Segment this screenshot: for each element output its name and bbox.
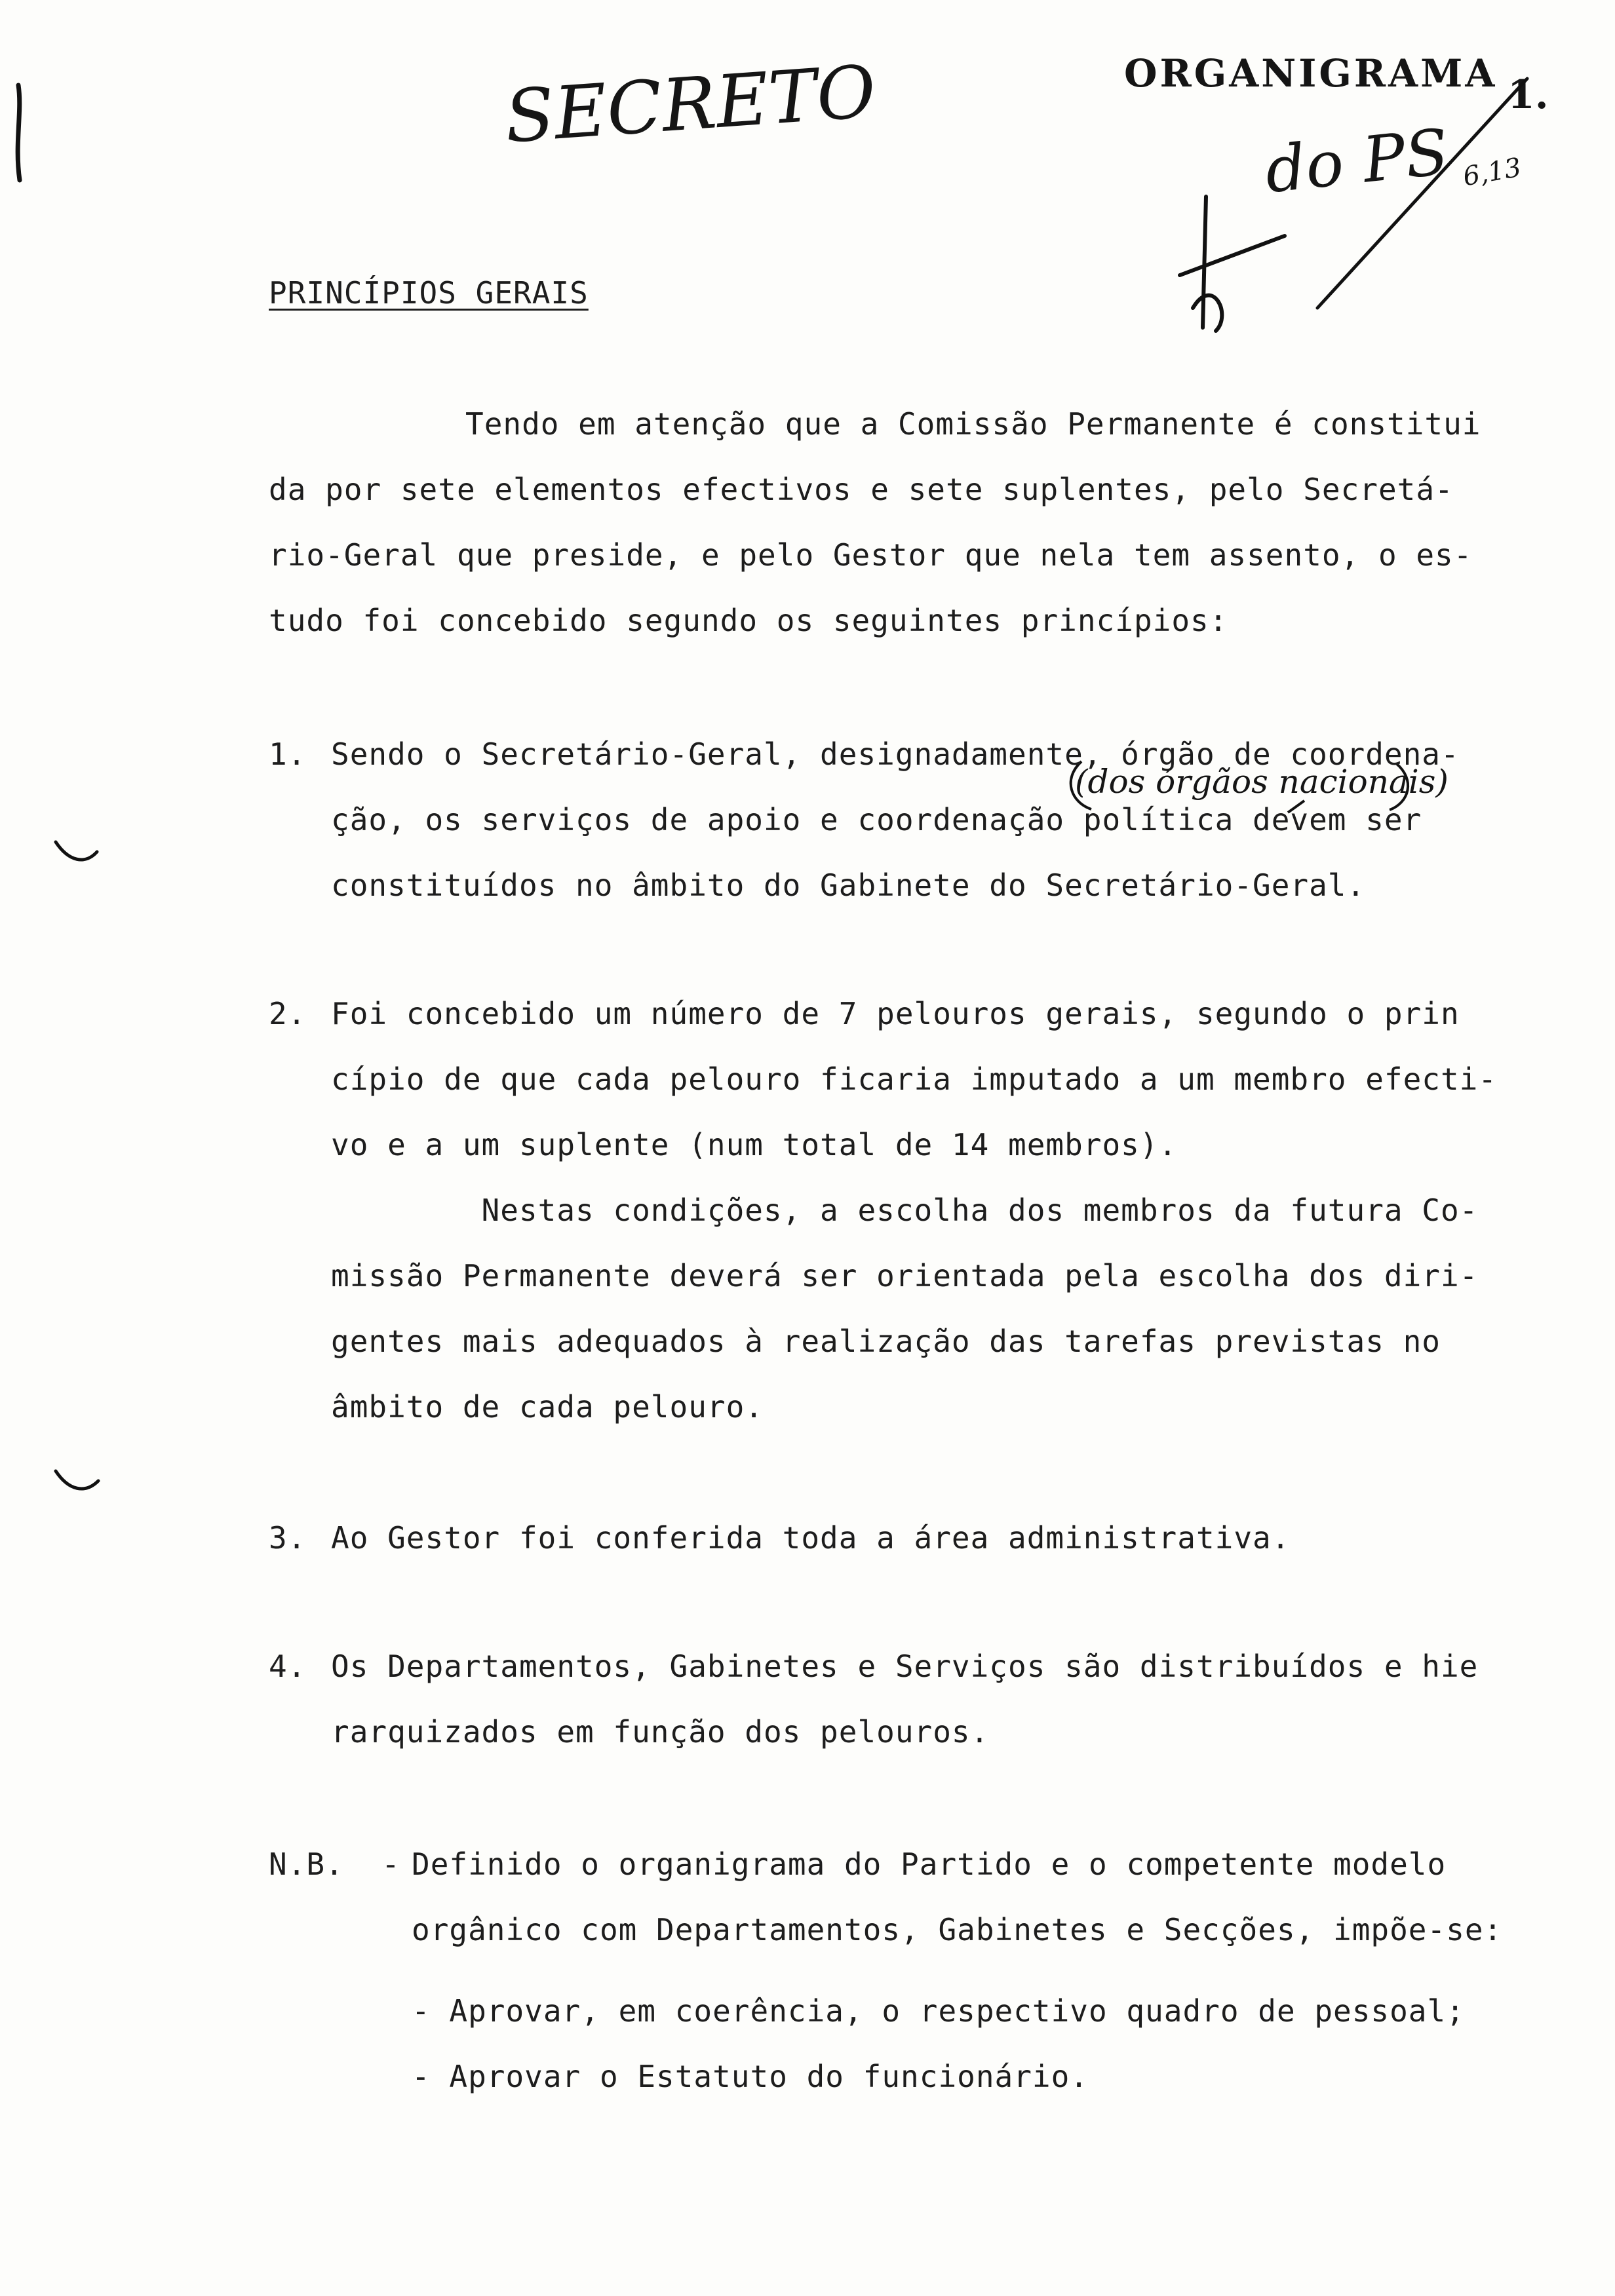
item-2-line-7: âmbito de cada pelouro. (331, 1389, 764, 1425)
item-1-line-1: Sendo o Secretário-Geral, designadamente, órgão de coordena- (331, 737, 1460, 772)
item-2-number: 2. (269, 996, 307, 1031)
margin-small-annotation: 6,13 (1460, 152, 1524, 193)
item-4-line-1: Os Departamentos, Gabinetes e Serviços são distribuídos e hie (331, 1649, 1479, 1684)
item-4-number: 4. (269, 1649, 307, 1684)
nb-label: N.B. - (269, 1846, 400, 1882)
item-2-line-6: gentes mais adequados à realização das tarefas previstas no (331, 1324, 1441, 1359)
intro-line-4: tudo foi concebido segundo os seguintes princípios: (269, 603, 1228, 638)
page-heading: PRINCÍPIOS GERAIS (269, 275, 589, 311)
item-2-line-5: missão Permanente deverá ser orientada pela escolha dos diri- (331, 1258, 1479, 1293)
item-1-number: 1. (269, 737, 307, 772)
intro-line-1: Tendo em atenção que a Comissão Permanente é constitui (465, 406, 1481, 442)
nb-line-1: Definido o organigrama do Partido e o competente modelo (412, 1846, 1447, 1882)
item-2-line-1: Foi concebido um número de 7 pelouros gerais, segundo o prin (331, 996, 1460, 1031)
nb-bullet-1: - Aprovar, em coerência, o respectivo quadro de pessoal; (412, 1993, 1465, 2029)
intro-line-3: rio-Geral que preside, e pelo Gestor que nela tem assento, o es- (269, 537, 1473, 573)
item-4-line-2: rarquizados em função dos pelouros. (331, 1714, 990, 1750)
item-2-line-2: cípio de que cada pelouro ficaria imputado a um membro efecti- (331, 1062, 1498, 1097)
item-2-line-3: vo e a um suplente (num total de 14 membros). (331, 1127, 1178, 1162)
secret-handwritten-stamp: SECRETO (502, 49, 879, 159)
nb-bullet-2: - Aprovar o Estatuto do funcionário. (412, 2059, 1089, 2094)
organigram-handwritten-label: ORGANIGRAMA (1124, 51, 1498, 96)
item-3-line-1: Ao Gestor foi conferida toda a área administrativa. (331, 1520, 1291, 1556)
handwritten-insertion: (dos órgãos nacionais) (1075, 763, 1449, 801)
item-2-line-4: Nestas condições, a escolha dos membros da futura Co- (331, 1193, 1479, 1228)
item-1-line-3: constituídos no âmbito do Gabinete do Secretário-Geral. (331, 868, 1366, 903)
nb-line-2: orgânico com Departamentos, Gabinetes e Secções, impõe-se: (412, 1912, 1503, 1947)
intro-line-2: da por sete elementos efectivos e sete suplentes, pelo Secretá- (269, 472, 1454, 507)
item-1-line-2: ção, os serviços de apoio e coordenação política devem ser (331, 802, 1422, 837)
item-3-number: 3. (269, 1520, 307, 1556)
party-handwritten-label: do PS (1261, 115, 1452, 208)
page-number: 1. (1508, 72, 1549, 118)
